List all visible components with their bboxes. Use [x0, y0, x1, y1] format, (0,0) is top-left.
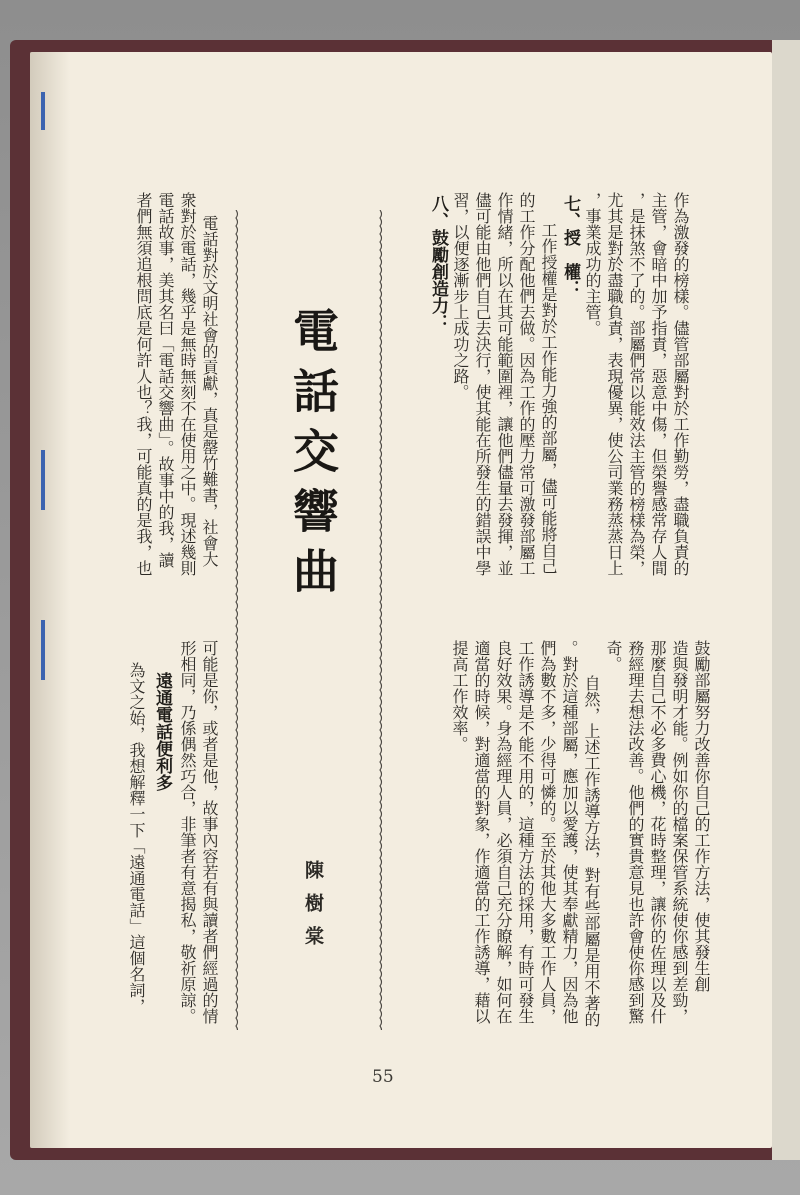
article-author: 陳樹棠 — [302, 860, 324, 959]
text-column: 主管，會暗中加予指責，惡意中傷，但榮譽感常存人間 — [649, 192, 668, 576]
blue-page-strip — [41, 92, 45, 130]
text-column: 自然，上述工作誘導方法，對有些部屬是用不著的 — [582, 675, 601, 1027]
next-page-edge — [772, 40, 800, 1160]
text-column: 那麼自己不必多費心機，花時整理，讓你的佐理以及什 — [648, 640, 667, 1024]
text-column: 工作授權是對於工作能力強的部屬，儘可能將自己 — [539, 222, 558, 574]
text-column: 電話故事，美其名曰「電話交響曲」。故事中的我，讀 — [156, 192, 175, 568]
blue-page-strip — [41, 620, 45, 680]
text-column: 奇。 — [604, 640, 623, 672]
section-heading-8: 八、鼓勵創造力： — [428, 195, 448, 331]
article-title: 電話交響曲 — [286, 307, 340, 607]
text-column: 們為數不多，少得可憐的。至於其他大多數工作人員， — [538, 640, 557, 1024]
section-heading-7: 七、授 權： — [560, 195, 580, 297]
text-column: 良好效果。身為經理人員，必須自己充分瞭解，如何在 — [494, 640, 513, 1024]
page-number: 55 — [372, 1067, 394, 1087]
text-column: 為文之始，我想解釋一下「遠通電話」這個名詞， — [127, 662, 146, 1014]
text-column: ，是抹煞不了的。部屬們常以能效法主管的榜樣為榮， — [627, 192, 646, 576]
text-column: 者們無須追根問底是何許人也？我，可能真的是我，也 — [134, 192, 153, 576]
text-column: 衆對於電話，幾乎是無時無刻不在使用之中。現述幾則 — [178, 192, 197, 576]
text-column: 的工作分配他們去做。因為工作的壓力常可激發部屬工 — [517, 192, 536, 576]
text-column: 工作誘導是不能不用的，這種方法的採用，有時可發生 — [516, 640, 535, 1024]
blue-page-strip — [41, 450, 45, 510]
text-column: 適當的時候，對適當的對象，作適當的工作誘導，藉以 — [472, 640, 491, 1024]
text-column: 提高工作效率。 — [450, 640, 469, 752]
text-column: 儘可能由他們自己去決行，使其能在所發生的錯誤中學 — [473, 192, 492, 576]
text-column: 作情緒，所以在其可能範圍裡，讓他們儘量去發揮，並 — [495, 192, 514, 576]
text-column: 尤其是對於盡職負責，表現優異，使公司業務蒸蒸日上 — [605, 192, 624, 576]
text-column: ，事業成功的主管。 — [583, 192, 602, 336]
text-column: 務經理去想法改善。他們的實貴意見也許會使你感到驚 — [626, 640, 645, 1024]
page-gutter-shadow — [30, 52, 70, 1148]
text-column: 電話對於文明社會的貢獻，真是罄竹難書，社會大 — [200, 215, 219, 567]
text-column: 形相同，乃係偶然巧合，非筆者有意揭私，敬祈原諒。 — [178, 640, 197, 1024]
text-column: 鼓勵部屬努力改善你自己的工作方法，使其發生創 — [692, 640, 711, 992]
section-heading: 遠通電話便利多 — [152, 672, 172, 791]
text-column: 作為激發的榜樣。儘管部屬對於工作勤勞，盡職負責的 — [671, 192, 690, 576]
text-column: 習，以便逐漸步上成功之路。 — [451, 192, 470, 400]
text-column: 造與發明才能。例如你的檔案保管系統使你感到差勁， — [670, 640, 689, 1024]
text-column: 。對於這種部屬，應加以愛護，使其奉獻精力，因為他 — [560, 640, 579, 1024]
text-column: 可能是你，或者是他，故事內容若有與讀者們經過的情 — [200, 640, 219, 1024]
